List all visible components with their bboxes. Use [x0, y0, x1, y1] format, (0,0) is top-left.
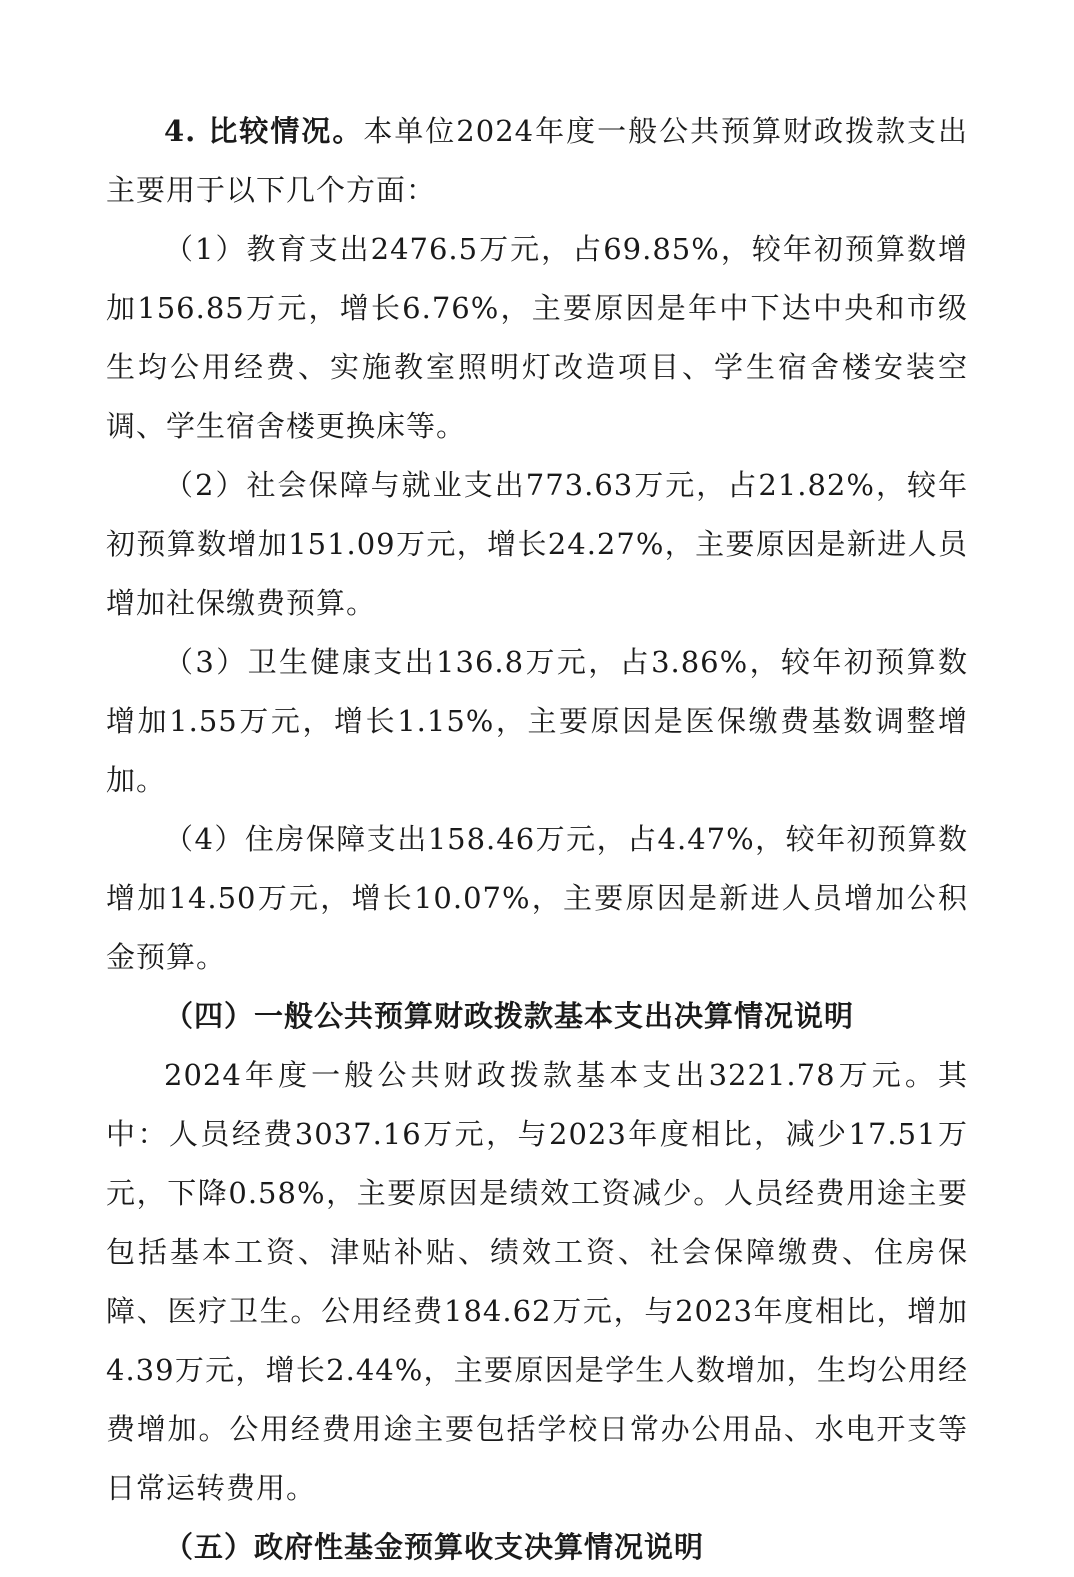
section-four-body: 2024年度一般公共财政拨款基本支出3221.78万元。其中：人员经费3037.16万元，与2023年度相比，减少17.51万元，下降0.58%，主要原因是绩效工资减少。人员经费用途主要包括基本工资、津贴补贴、绩效工资、社会保障缴费、住房保障、医疗卫生。公用经费184.62万元，与2023年度相比，增加4.39万元，增长2.44%，主要原因是学生人数增加，生均公用经费增加。公用经费用途主要包括学校日常办公用品、水电开支等日常运转费用。 — [106, 1058, 968, 1505]
section-five-heading: （五）政府性基金预算收支决算情况说明 — [164, 1530, 705, 1564]
item-health: （3）卫生健康支出136.8万元，占3.86%，较年初预算数增加1.55万元，增长1.15%，主要原因是医保缴费基数调整增加。 — [106, 645, 968, 797]
item-housing: （4）住房保障支出158.46万元，占4.47%，较年初预算数增加14.50万元，增长10.07%，主要原因是新进人员增加公积金预算。 — [106, 822, 968, 974]
comparison-lead-text: 本单位2024年度一般公共预算财政拨款支出主要用于以下几个方面： — [106, 114, 968, 207]
section-four-heading: （四）一般公共预算财政拨款基本支出决算情况说明 — [164, 999, 855, 1033]
item-education: （1）教育支出2476.5万元，占69.85%，较年初预算数增加156.85万元，增长6.76%，主要原因是年中下达中央和市级生均公用经费、实施教室照明灯改造项目、学生宿舍楼安装空调、学生宿舍楼更换床等。 — [106, 232, 968, 443]
comparison-paragraph — [106, 102, 968, 220]
document-page — [106, 102, 968, 1577]
item-social-security: （2）社会保障与就业支出773.63万元，占21.82%，较年初预算数增加151.09万元，增长24.27%，主要原因是新进人员增加社保缴费预算。 — [106, 468, 968, 620]
comparison-lead-bold: 4. 比较情况。 — [164, 114, 364, 148]
